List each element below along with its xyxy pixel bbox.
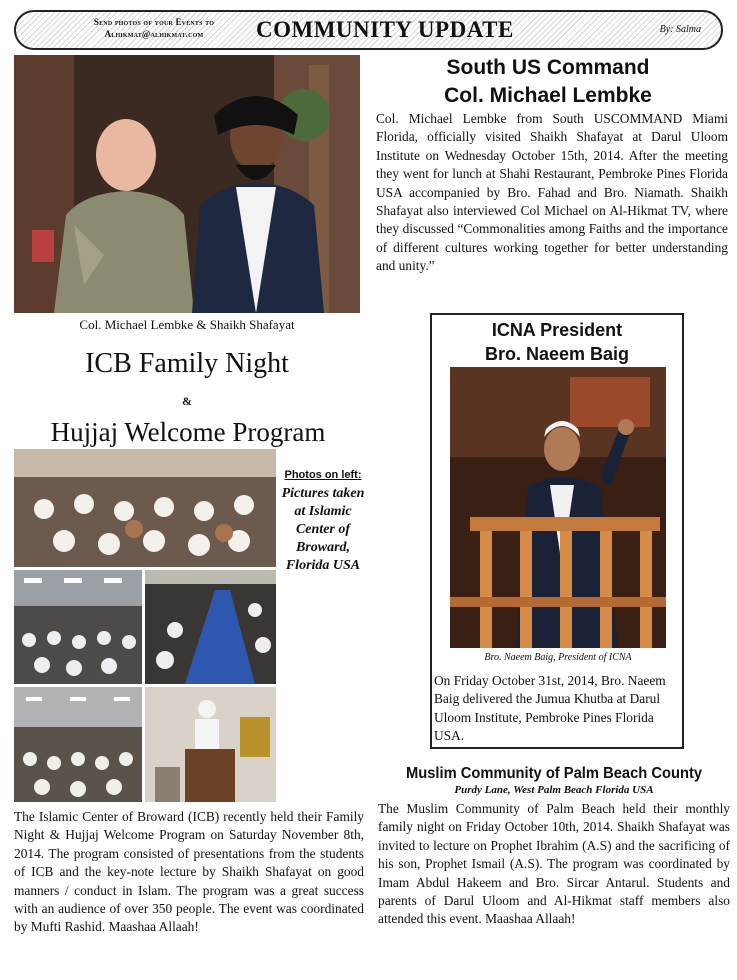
send-photos-email[interactable]: Alhikmat@alhikmat.com xyxy=(104,29,204,39)
icna-heading-line2: Bro. Naeem Baig xyxy=(484,344,630,364)
icna-heading-line1: ICNA President xyxy=(491,320,623,340)
icb-photos-label: Photos on left: xyxy=(284,469,362,481)
lembke-article-body: Col. Michael Lembke from South USCOMMAND Miami Florida, officially visited Shaikh Shafayat at Darul Uloom Institute on Wednesday October 15th, 2014. After the meeting they went for lunch at Shahi Restaurant, Pembroke Pines Florida USA accompanied by Bro. Fahad and Bro. Niamath. Shaikh Shafayat also interviewed Col Michael on Al-Hikmat TV, where they discussed “Commonalities among Faiths and the importance of different cultures working together for better understanding and unity.” xyxy=(376,111,728,274)
icb-photos-description: Pictures taken at Islamic Center of Broward, Florida USA xyxy=(281,486,365,573)
lembke-heading-line2: Col. Michael Lembke xyxy=(444,84,652,107)
icb-photos-note xyxy=(278,466,368,575)
icb-heading-line2: Hujjaj Welcome Program xyxy=(50,417,326,447)
icb-photo-hall xyxy=(14,570,142,684)
mcpb-article-body: The Muslim Community of Palm Beach held their monthly family night on Friday October 10th, 2014. Shaikh Shafayat was invited to lecture on Prophet Ibrahim (A.S) and the sacrificing of his son, Prophet Ismail (A.S). The program was coordinated by Imam Abdul Hakeem and Bro. Sircar Antarul. Students and parents of Darul Uloom and Al-Hikmat staff members also attended this event. Maashaa Allaah! xyxy=(378,801,730,927)
mcpb-subheading: Purdy Lane, West Palm Beach Florida USA xyxy=(454,784,654,796)
icb-heading-ampersand: & xyxy=(182,394,192,408)
send-photos-note xyxy=(64,16,244,40)
icna-photo xyxy=(450,367,666,648)
icb-heading-line1: ICB Family Night xyxy=(85,348,289,379)
icb-photo-dinner xyxy=(145,570,276,684)
icna-article-body: On Friday October 31st, 2014, Bro. Naeem Baig delivered the Jumua Khutba at Darul Uloom Institute, Pembroke Pines Florida USA. xyxy=(434,673,666,744)
send-photos-line1: Send photos of your Events to xyxy=(93,17,215,27)
mcpb-heading: Muslim Community of Palm Beach County xyxy=(405,765,703,782)
byline: By: Salma xyxy=(659,24,701,35)
lembke-heading-line1: South US Command xyxy=(446,56,650,79)
lembke-heading xyxy=(378,54,718,110)
page-title: COMMUNITY UPDATE xyxy=(256,17,514,42)
icb-photo-lecture xyxy=(145,687,276,802)
icna-photo-caption: Bro. Naeem Baig, President of ICNA xyxy=(484,652,632,663)
icb-photo-audience xyxy=(14,449,276,567)
icb-article-body: The Islamic Center of Broward (ICB) recently held their Family Night & Hujjaj Welcome Program on Saturday November 8th, 2014. The program consisted of presentations from the students of ICB and the key-note lecture by Shaikh Shafayat on good manners / conduct in Islam. The program was a great success with an audience of over 350 people. The event was coordinated by Mufti Rashid. Maashaa Allaah! xyxy=(14,809,364,935)
lembke-photo xyxy=(14,55,360,313)
header-banner xyxy=(14,10,723,50)
lembke-photo-caption: Col. Michael Lembke & Shaikh Shafayat xyxy=(79,317,295,332)
icna-heading xyxy=(432,318,682,366)
icb-photo-prayer xyxy=(14,687,142,802)
